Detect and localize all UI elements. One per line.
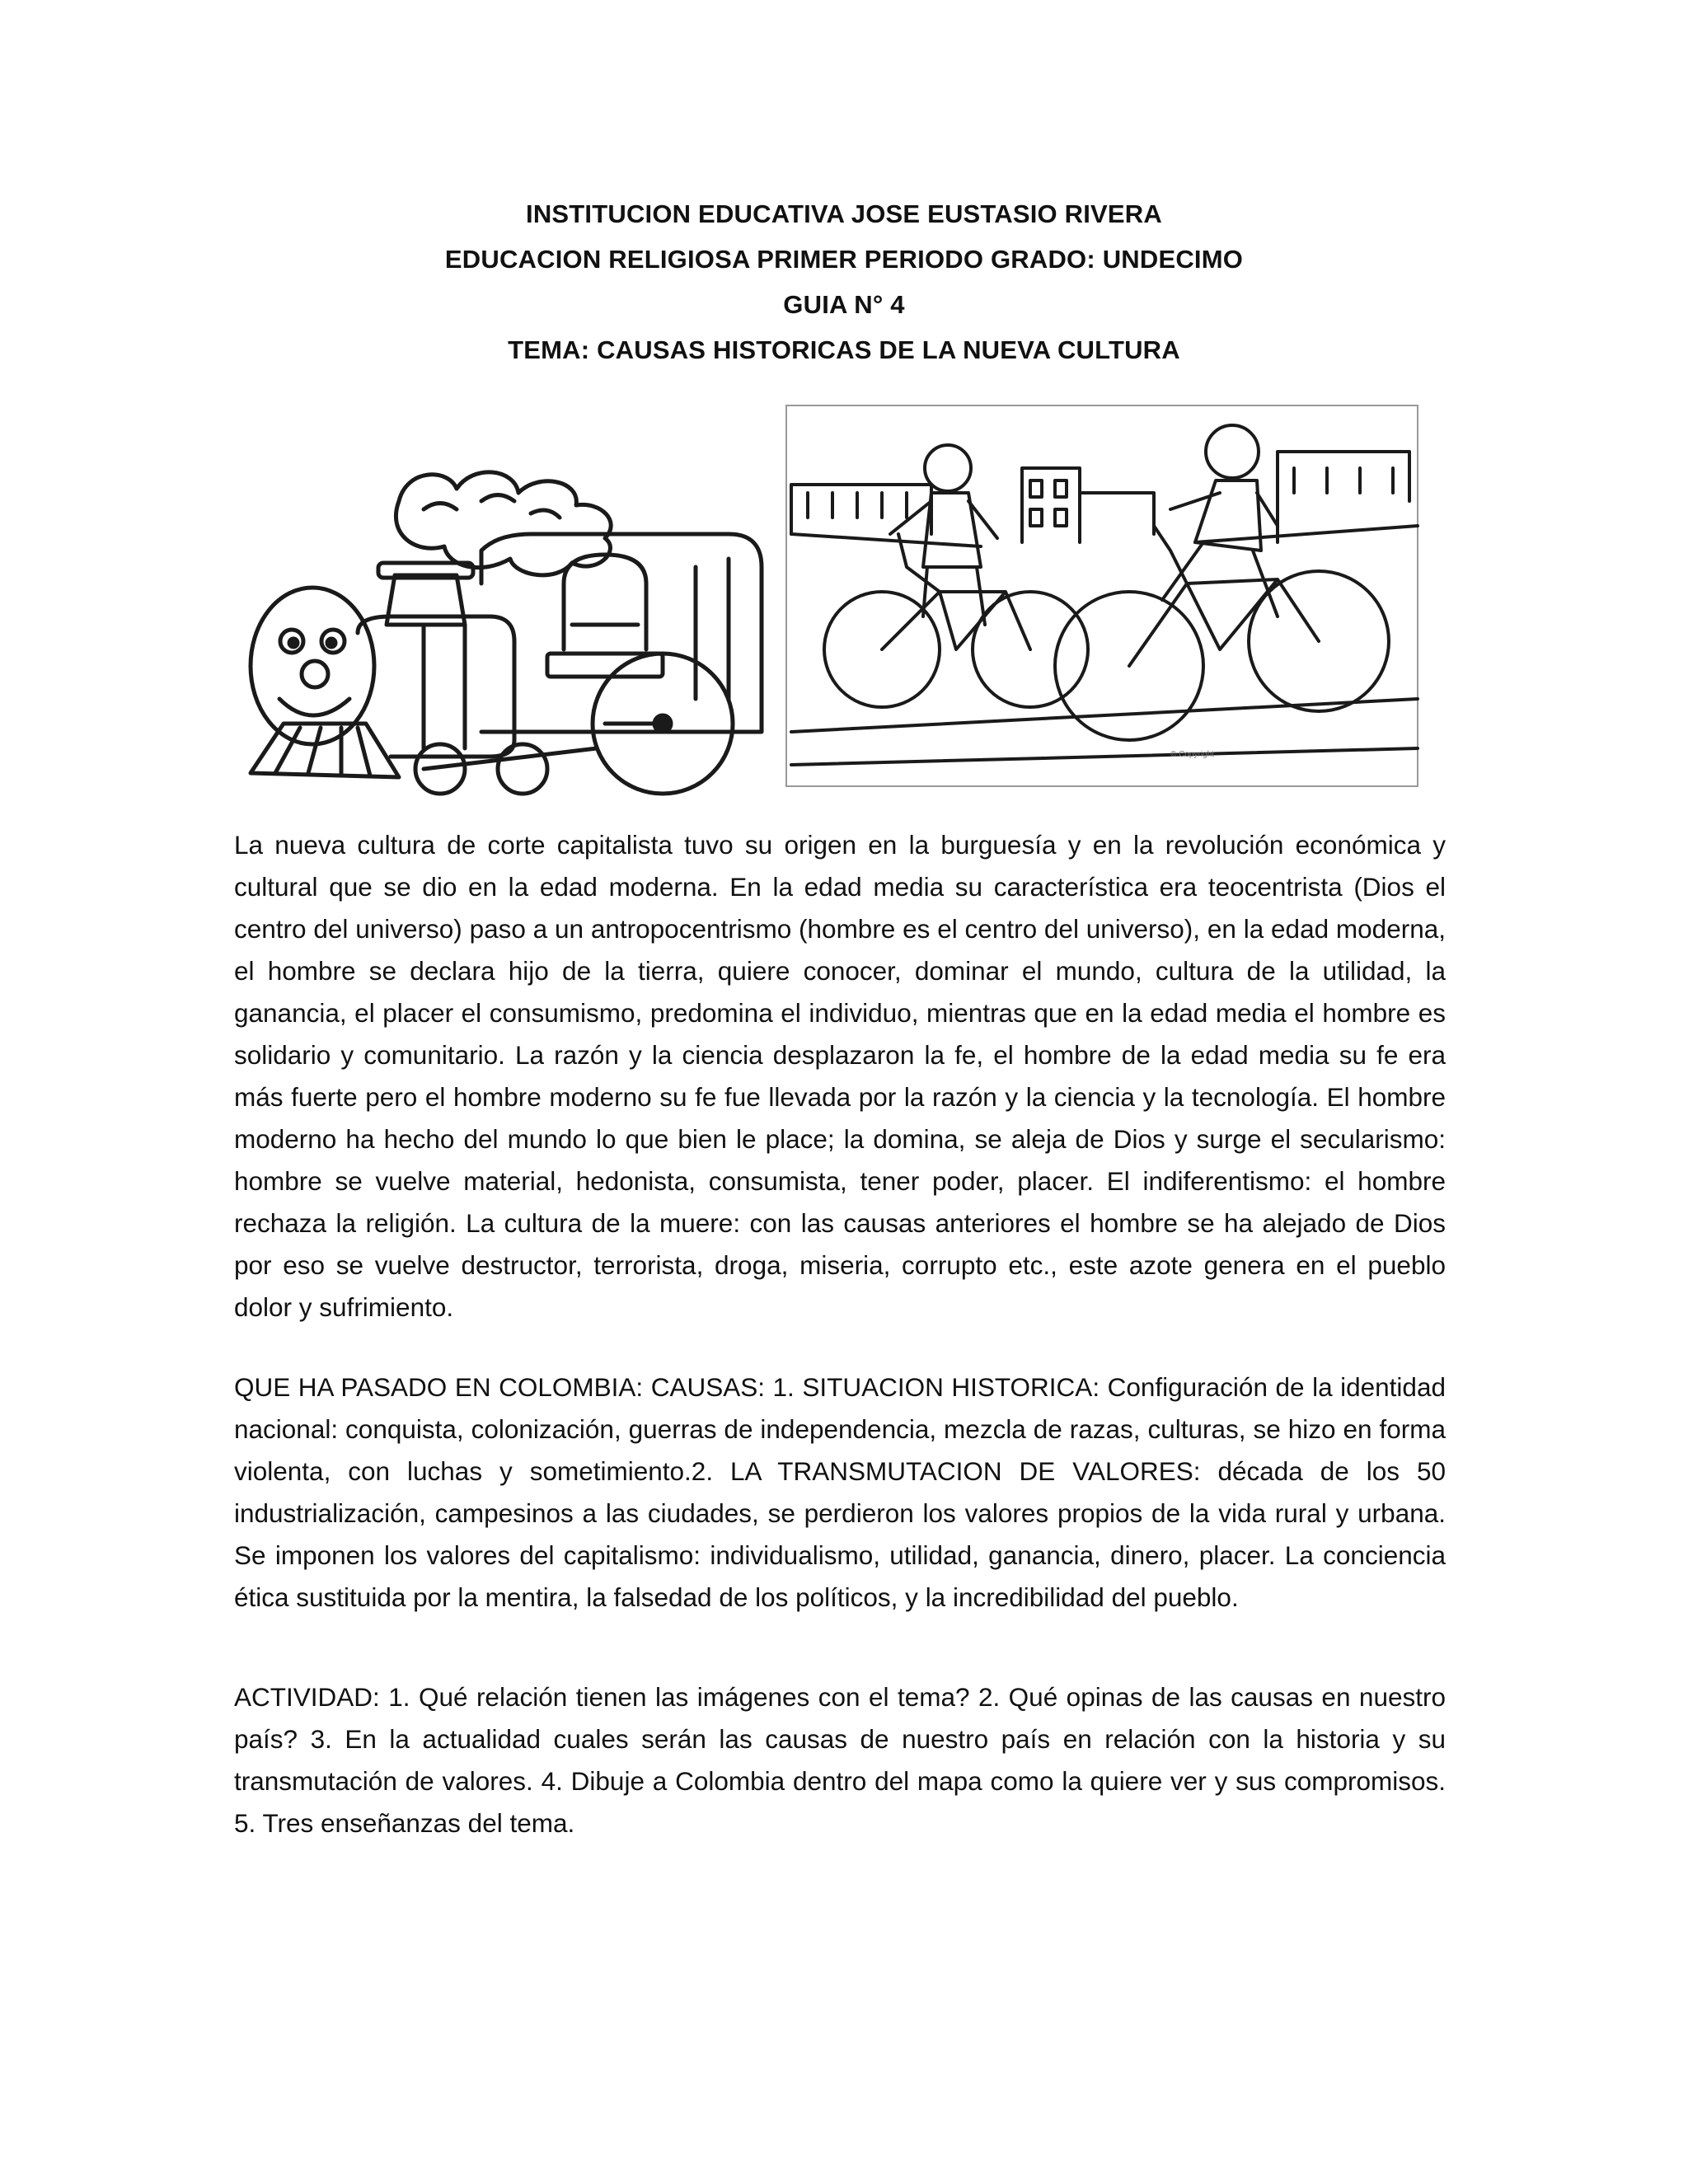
topic-title: TEMA: CAUSAS HISTORICAS DE LA NUEVA CULTURA — [508, 335, 1180, 364]
illustrations — [234, 402, 1421, 798]
bicycles-street-illustration — [783, 402, 1421, 790]
train-illustration — [234, 452, 791, 798]
guide-number: GUIA N° 4 — [783, 290, 905, 319]
document-header — [0, 191, 1688, 373]
paragraph-colombia-causas: QUE HA PASADO EN COLOMBIA: CAUSAS: 1. SITUACION HISTORICA: Configuración de la identidad nacional: conquista, colonización, guerras de independencia, mezcla de razas, culturas, se hizo en forma violenta, con luchas y sometimiento.2. LA TRANSMUTACION DE VALORES: década de los 50 industrialización, campesinos a las ciudades, se perdieron los valores propios de la vida rural y urbana. Se imponen los valores del capitalismo: individualismo, utilidad, ganancia, dinero, placer. La conciencia ética sustituida por la mentira, la falsedad de los políticos, y la incredibilidad del pueblo. — [234, 1372, 1446, 1612]
paragraph-actividad: ACTIVIDAD: 1. Qué relación tienen las imágenes con el tema? 2. Qué opinas de las causas en nuestro país? 3. En la actualidad cuales serán las causas de nuestro país en relación con la historia y su transmutación de valores. 4. Dibuje a Colombia dentro del mapa como la quiere ver y sus compromisos. 5. Tres enseñanzas del tema. — [234, 1682, 1446, 1838]
svg-text:© Copyright: © Copyright — [1170, 750, 1214, 759]
course-period-grade: EDUCACION RELIGIOSA PRIMER PERIODO GRADO: UNDECIMO — [444, 245, 1244, 274]
paragraph-nueva-cultura: La nueva cultura de corte capitalista tuvo su origen en la burguesía y en la revolución económica y cultural que se dio en la edad moderna. En la edad media su característica era teocentrista (Dios el centro del universo) paso a un antropocentrismo (hombre es el centro del universo), en la edad moderna, el hombre se declara hijo de la tierra, quiere conocer, dominar el mundo, cultura de la utilidad, la ganancia, el placer el consumismo, predomina el individuo, mientras que en la edad media el hombre es solidario y comunitario. La razón y la ciencia desplazaron la fe, el hombre de la edad media su fe era más fuerte pero el hombre moderno su fe fue llevada por la razón y la ciencia y la tecnología. El hombre moderno ha hecho del mundo lo que bien le place; la domina, se aleja de Dios y surge el secularismo: hombre se vuelve material, hedonista, consumista, tener poder, placer. El indiferentismo: el hombre rechaza la religión. La cultura de la muere: con las causas anteriores el hombre se ha alejado de Dios por eso se vuelve destructor, terrorista, droga, miseria, corrupto etc., este azote genera en el pueblo dolor y sufrimiento. — [234, 830, 1446, 1322]
school-name: INSTITUCION EDUCATIVA JOSE EUSTASIO RIVERA — [526, 199, 1162, 228]
